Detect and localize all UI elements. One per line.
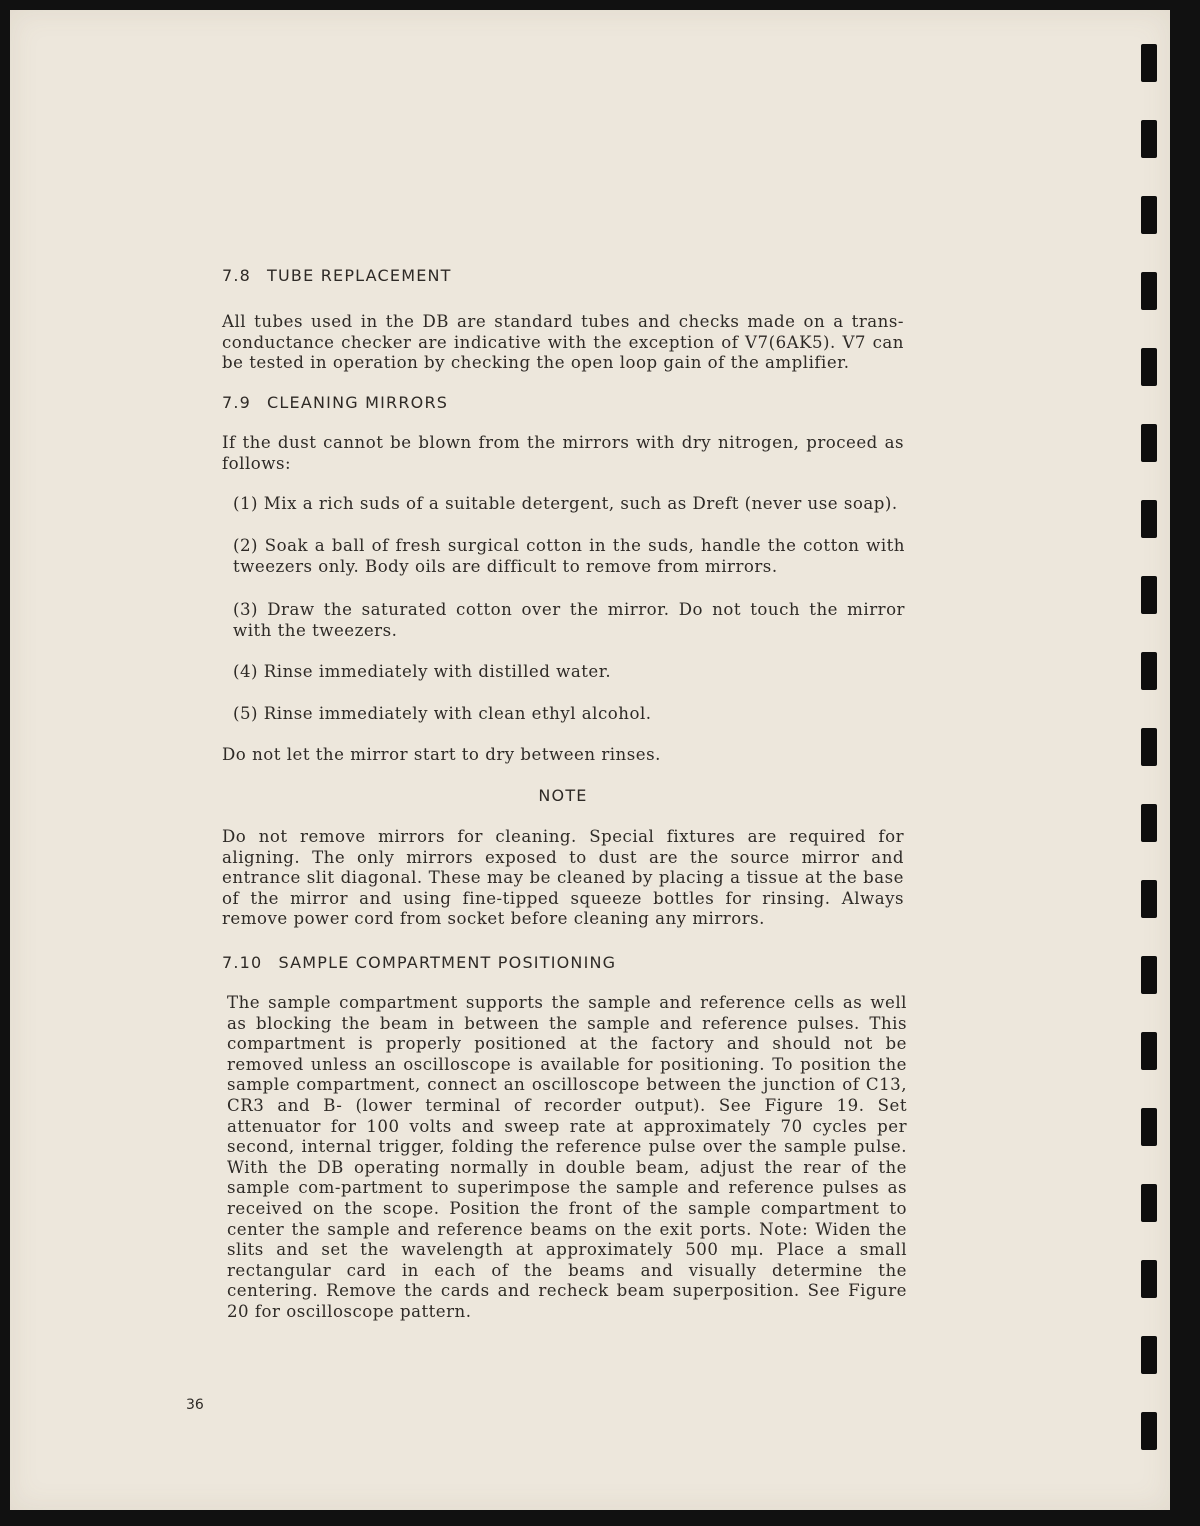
- binding-hole: [1141, 804, 1157, 842]
- section-body-7-8: All tubes used in the DB are standard tubes and checks made on a trans-conductance checker are indicative with the exception of V7(6AK5). V7 can be tested in operation by checking the open loop gain of the amplifier.: [222, 312, 904, 373]
- note-heading: NOTE: [538, 786, 588, 805]
- section-number: 7.9: [222, 393, 252, 412]
- section-heading-7-10: [222, 953, 616, 972]
- binding-hole: [1141, 196, 1157, 234]
- list-item: (2) Soak a ball of fresh surgical cotton in the suds, handle the cotton with tweezers only. Body oils are difficult to remove from mirrors.: [233, 536, 905, 576]
- binding-hole: [1141, 1032, 1157, 1070]
- section-title: SAMPLE COMPARTMENT POSITIONING: [278, 953, 617, 972]
- section-title: CLEANING MIRRORS: [267, 393, 449, 412]
- binding-hole: [1141, 880, 1157, 918]
- section-heading-7-9: [222, 393, 448, 412]
- binding-hole: [1141, 1336, 1157, 1374]
- binding-hole: [1141, 956, 1157, 994]
- binding-hole: [1141, 500, 1157, 538]
- section-number: 7.10: [222, 953, 263, 972]
- section-closing-7-9: Do not let the mirror start to dry between rinses.: [222, 745, 661, 764]
- section-title: TUBE REPLACEMENT: [267, 266, 452, 285]
- binding-hole: [1141, 424, 1157, 462]
- binding-hole: [1141, 1108, 1157, 1146]
- section-intro-7-9: If the dust cannot be blown from the mirrors with dry nitrogen, proceed as follows:: [222, 433, 904, 473]
- list-item: (5) Rinse immediately with clean ethyl alcohol.: [233, 704, 652, 723]
- section-number: 7.8: [222, 266, 252, 285]
- section-heading-7-8: [222, 266, 452, 285]
- binding-hole: [1141, 728, 1157, 766]
- binding-hole: [1141, 1412, 1157, 1450]
- section-body-7-10: The sample compartment supports the sample and reference cells as well as blocking the beam in between the sample and reference pulses. This compartment is properly positioned at the factory and should not be removed unless an oscilloscope is available for positioning. To position the sample compartment, connect an oscilloscope between the junction of C13, CR3 and B- (lower terminal of recorder output). See Figure 19. Set attenuator for 100 volts and sweep rate at approximately 70 cycles per second, internal trigger, folding the reference pulse over the sample pulse. With the DB operating normally in double beam, adjust the rear of the sample com-partment to superimpose the sample and reference pulses as received on the scope. Position the front of the sample compartment to center the sample and reference beams on the exit ports. Note: Widen the slits and set the wavelength at approximately 500 mμ. Place a small rectangular card in each of the beams and visually determine the centering. Remove the cards and recheck beam superposition. See Figure 20 for oscilloscope pattern.: [227, 993, 907, 1321]
- binding-hole: [1141, 348, 1157, 386]
- binding-hole: [1141, 120, 1157, 158]
- binding-hole: [1141, 652, 1157, 690]
- binding-hole: [1141, 1260, 1157, 1298]
- binding-holes: [1141, 0, 1161, 1526]
- list-item: (1) Mix a rich suds of a suitable detergent, such as Dreft (never use soap).: [233, 494, 898, 513]
- binding-hole: [1141, 1184, 1157, 1222]
- binding-hole: [1141, 272, 1157, 310]
- list-item: (4) Rinse immediately with distilled water.: [233, 662, 612, 681]
- list-item: (3) Draw the saturated cotton over the mirror. Do not touch the mirror with the tweezers.: [233, 600, 905, 640]
- binding-hole: [1141, 44, 1157, 82]
- note-body: Do not remove mirrors for cleaning. Special fixtures are required for aligning. The only mirrors exposed to dust are the source mirror and entrance slit diagonal. These may be cleaned by placing a tissue at the base of the mirror and using fine-tipped squeeze bottles for rinsing. Always remove power cord from socket before cleaning any mirrors.: [222, 827, 904, 929]
- page-number: 36: [186, 1397, 204, 1413]
- binding-hole: [1141, 576, 1157, 614]
